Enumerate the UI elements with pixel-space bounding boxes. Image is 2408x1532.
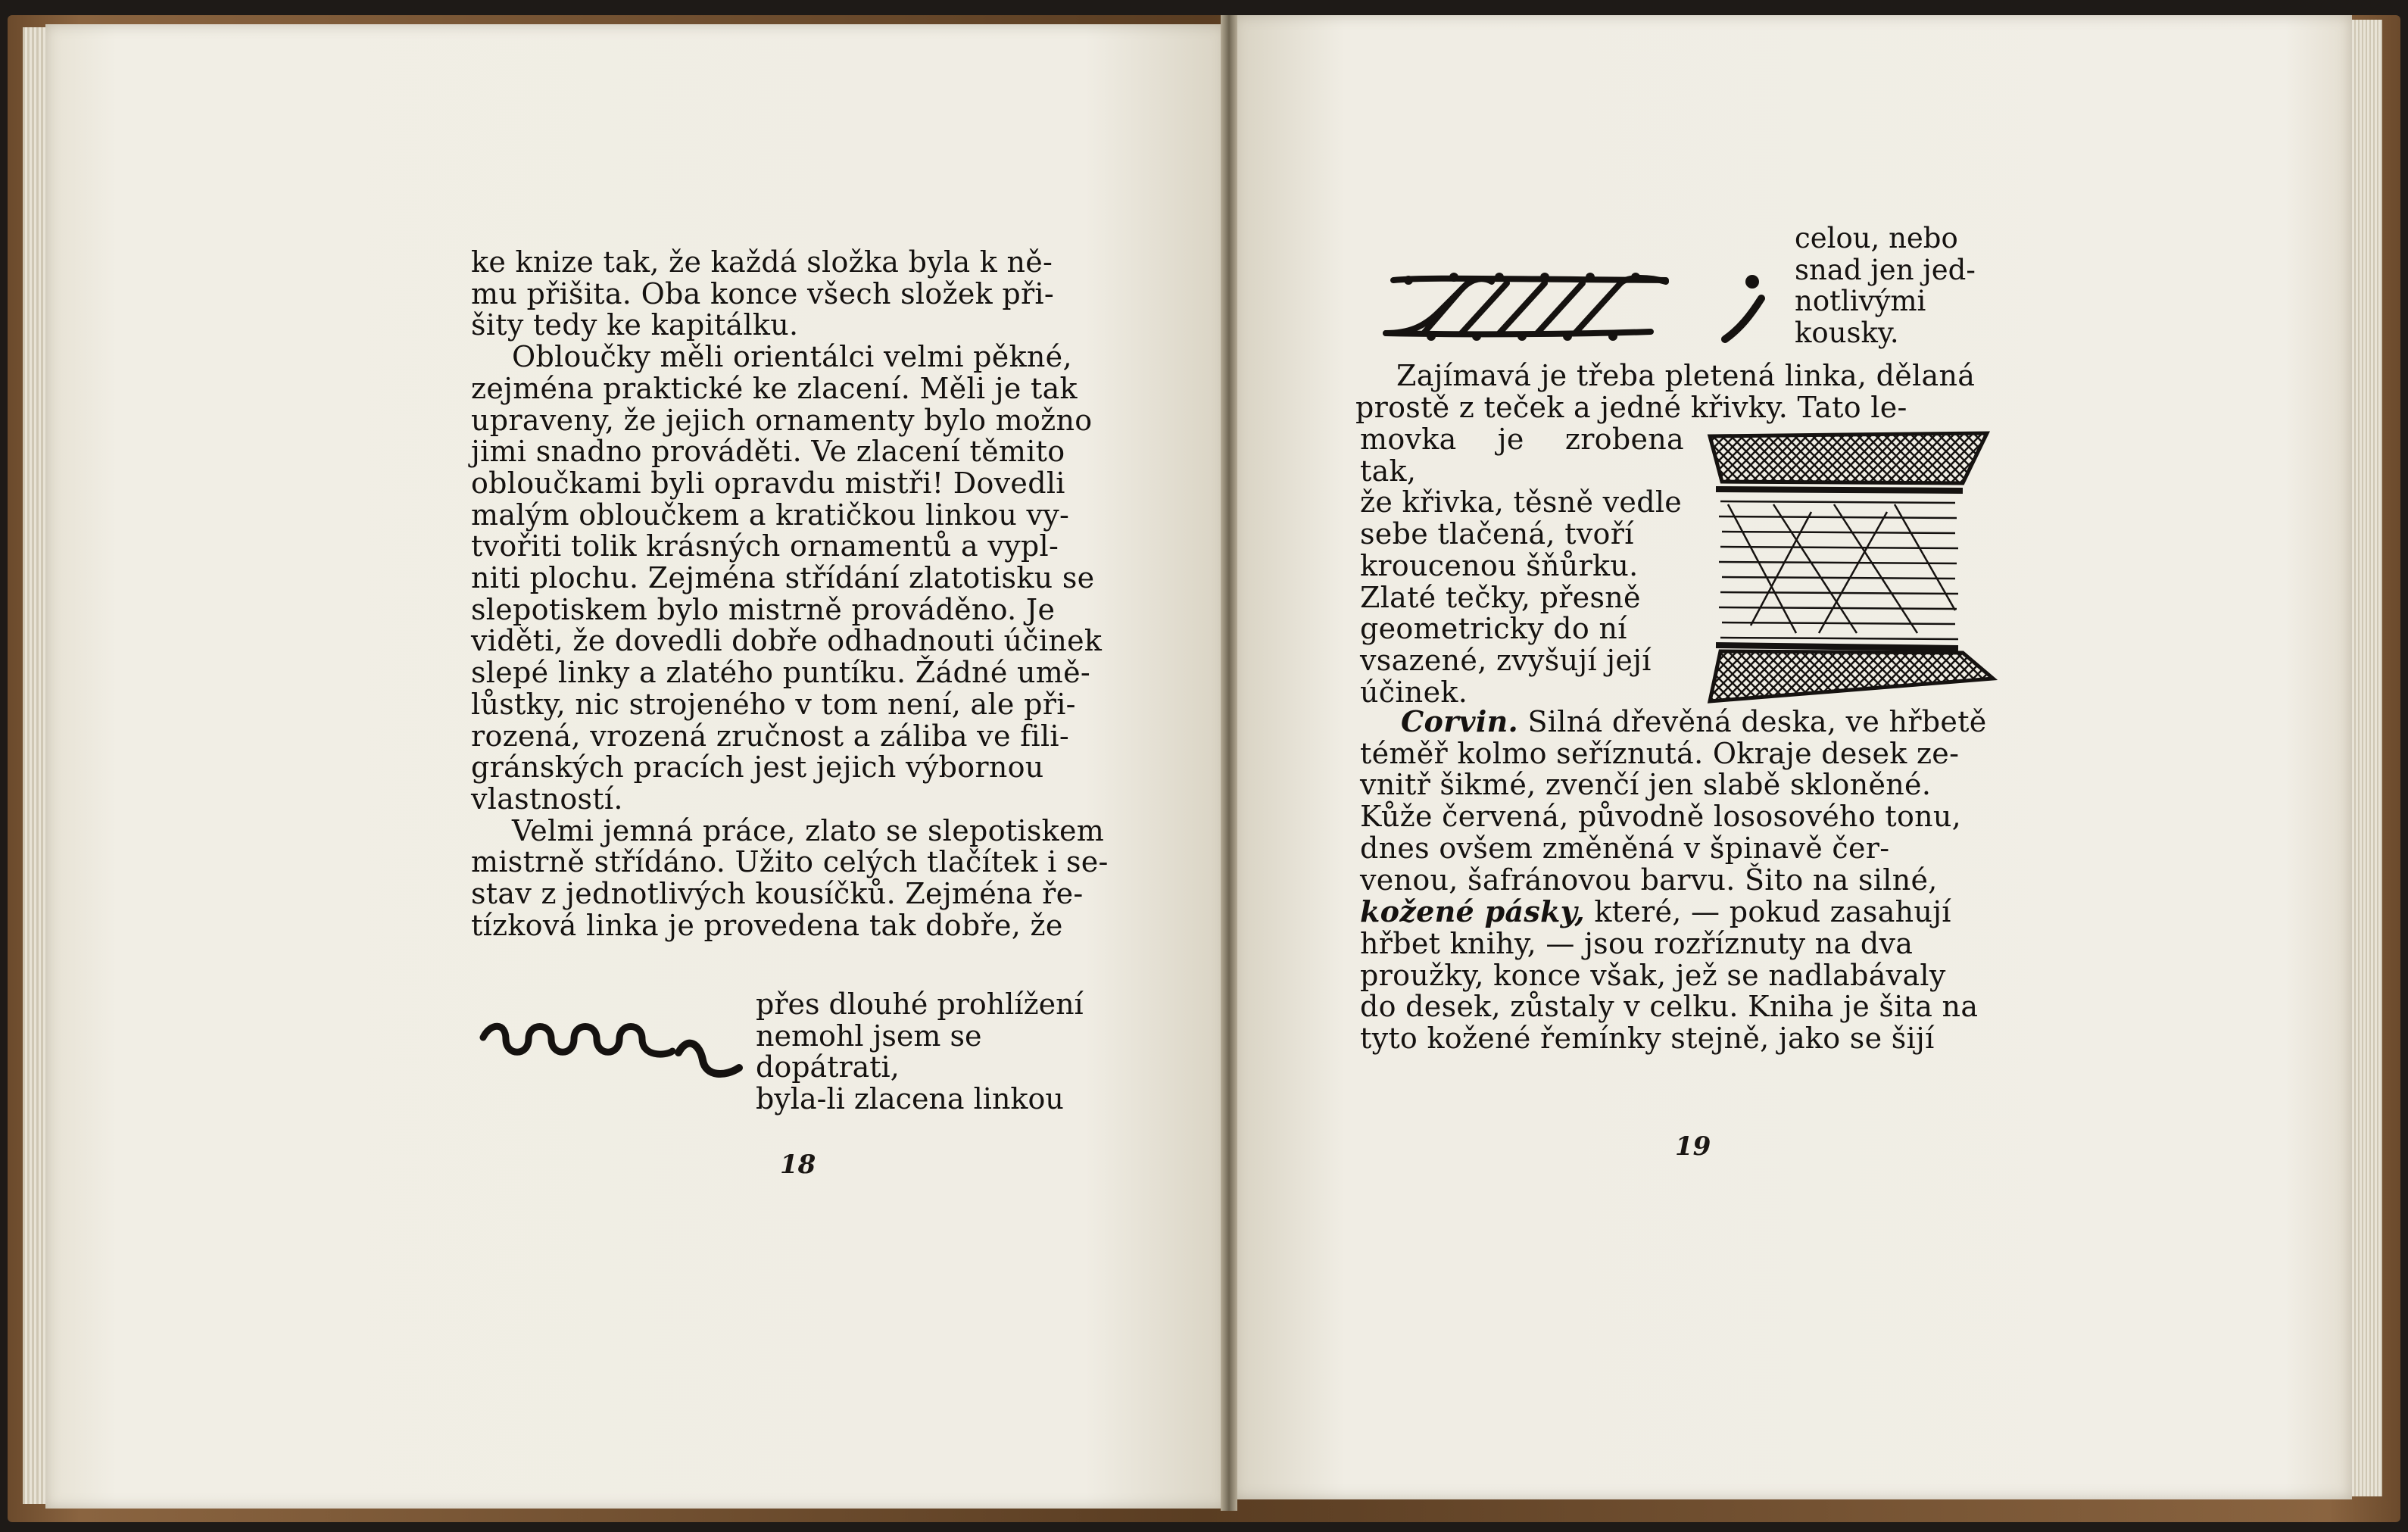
- page-edges-left: [23, 27, 47, 1504]
- left-wrap-text: [756, 989, 1119, 1115]
- text-line: vnitř šikmé, zvenčí jen slabě skloněné.: [1360, 768, 1932, 802]
- cord-illustration: [1705, 429, 1998, 709]
- text-line: Obloučky měli orientálci velmi pěkné,: [512, 340, 1072, 374]
- text-line: slepotiskem bylo mistrně prováděno. Je: [471, 592, 1056, 626]
- text-line: tízková linka je provedena tak dobře, že: [471, 908, 1063, 942]
- text-line: vsazené, zvyšují její: [1360, 643, 1652, 677]
- left-paragraph-2: [471, 342, 1119, 816]
- text-line: jimi snadno prováděti. Ve zlacení těmito: [471, 435, 1065, 469]
- text-line: vlastností.: [471, 782, 623, 816]
- text-line: tyto kožené řemínky stejně, jako se šijí: [1360, 1022, 1935, 1056]
- braid-icon: [1378, 267, 1681, 342]
- text-line: movka je zrobena tak,: [1360, 423, 1684, 488]
- text-line: gránských pracích jest jejich výbornou: [471, 750, 1044, 785]
- right-paragraph-1-top: [1355, 360, 2008, 423]
- left-paragraph-1: [471, 247, 1119, 342]
- text-line: dnes ovšem změněná v špinavě čer-: [1360, 831, 1890, 865]
- text-line: mu přišita. Oba konce všech složek při-: [471, 276, 1055, 310]
- text-line: kousky.: [1795, 317, 1899, 350]
- right-corvin-paragraph: [1360, 706, 2010, 1055]
- text-line: téměř kolmo seříznutá. Okraje desek ze-: [1360, 736, 1960, 770]
- braided-line-ornament: [1378, 267, 1681, 342]
- text-line: [1360, 896, 2010, 928]
- text-line: celou, nebo: [1795, 222, 1958, 254]
- text-line: kroucenou šňůrku.: [1360, 548, 1639, 582]
- twisted-cord-icon: [1705, 429, 1998, 709]
- text-line: že křivka, těsně vedle: [1360, 485, 1683, 520]
- dot-curve-ornament: [1720, 270, 1773, 345]
- left-page-text: [471, 247, 1119, 941]
- text-line: byla-li zlacena linkou: [756, 1082, 1064, 1116]
- text-line: notlivými: [1795, 285, 1926, 318]
- text-line: Zajímavá je třeba pletená linka, dělaná: [1396, 359, 1976, 392]
- corvin-heading: Corvin.: [1401, 704, 1519, 738]
- text-line: stav z jednotlivých kousíčků. Zejména ře-: [471, 877, 1084, 911]
- book-gutter: [1221, 15, 1237, 1511]
- text-line: obloučkami byli opravdu mistři! Dovedli: [471, 466, 1065, 500]
- text-line: sebe tlačená, tvoří: [1360, 517, 1634, 551]
- text-line: účinek.: [1360, 675, 1468, 709]
- text-line: tvořiti tolik krásných ornamentů a vypl-: [471, 529, 1059, 563]
- text-segment: Silná dřevěná deska, ve hřbetě: [1518, 705, 1987, 738]
- text-line: lůstky, nic strojeného v tom není, ale při-: [471, 687, 1076, 721]
- text-line: přes dlouhé prohlížení: [756, 988, 1084, 1021]
- dot-curve-icon: [1720, 270, 1773, 345]
- text-line: Velmi jemná práce, zlato se slepotiskem: [512, 813, 1105, 847]
- text-line: zejména praktické ke zlacení. Měli je tak: [471, 371, 1078, 405]
- text-line: snad jen jed-: [1795, 253, 1976, 286]
- text-line: upraveny, že jejich ornamenty bylo možno: [471, 403, 1093, 437]
- text-line: proužky, konce však, jež se nadlabávaly: [1360, 958, 1946, 992]
- italic-phrase: kožené pásky,: [1360, 894, 1585, 929]
- text-line: prostě z teček a jedné křivky. Tato le-: [1355, 390, 1907, 424]
- text-line: geometricky do ní: [1360, 612, 1627, 646]
- text-line: malým obloučkem a kratičkou linkou vy-: [471, 498, 1070, 532]
- text-line: Kůže červená, původně lososového tonu,: [1360, 800, 1962, 834]
- single-curve-ornament: [672, 1030, 748, 1090]
- text-line: hřbet knihy, — jsou rozříznuty na dva: [1360, 926, 1914, 960]
- page-number-right: 19: [1675, 1131, 1711, 1162]
- text-line: viděti, že dovedli dobře odhadnouti účinek: [471, 624, 1103, 658]
- text-line: mistrně střídáno. Užito celých tlačítek i se-: [471, 845, 1109, 879]
- right-top-wrap-text: [1795, 223, 2022, 349]
- left-paragraph-3: [471, 813, 1119, 942]
- text-segment: které, — pokud zasahují: [1584, 895, 1951, 929]
- text-line: [1360, 706, 2010, 738]
- text-line: do desek, zůstaly v celku. Kniha je šita na: [1360, 990, 1979, 1024]
- text-line: šity tedy ke kapitálku.: [471, 308, 799, 342]
- text-line: venou, šafránovou barvu. Šito na silné,: [1360, 863, 1938, 897]
- right-paragraph-1-wrap: [1360, 424, 1684, 708]
- page-number-left: 18: [780, 1150, 816, 1180]
- curve-icon: [672, 1030, 748, 1090]
- text-line: niti plochu. Zejména střídání zlatotisku se: [471, 561, 1095, 595]
- page-edges-right: [2352, 20, 2382, 1496]
- text-line: ke knize tak, že každá složka byla k ně-: [471, 245, 1053, 279]
- text-line: Zlaté tečky, přesně: [1360, 580, 1641, 614]
- text-line: nemohl jsem se dopátrati,: [756, 1019, 982, 1084]
- text-line: rozená, vrozená zručnost a záliba ve fili-: [471, 719, 1069, 753]
- text-line: slepé linky a zlatého puntíku. Žádné umě-: [471, 656, 1091, 690]
